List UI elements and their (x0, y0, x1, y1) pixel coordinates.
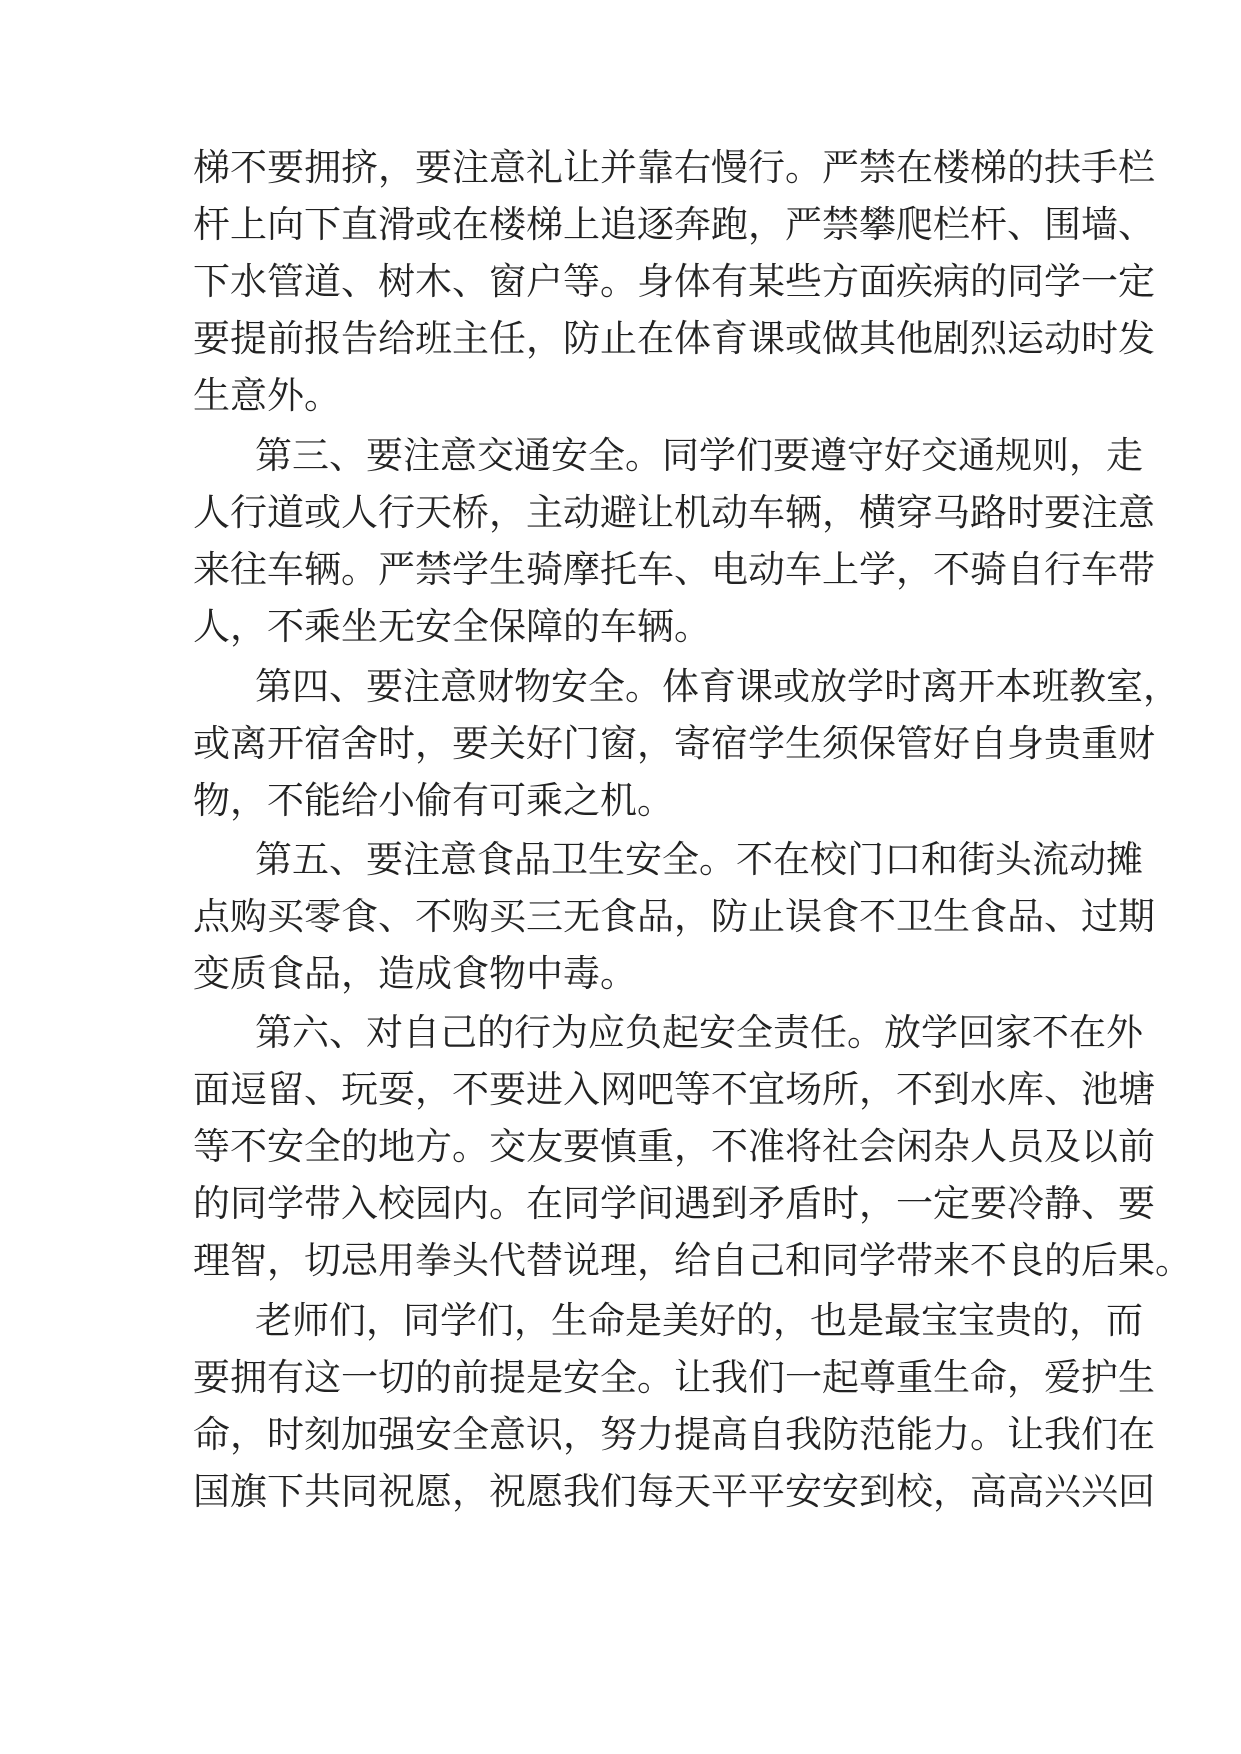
text-line: 点购买零食、不购买三无食品，防止误食不卫生食品、过期 (193, 895, 1155, 938)
text-line: 等不安全的地方。交友要慎重，不准将社会闲杂人员及以前 (193, 1125, 1155, 1168)
text-line: 梯不要拥挤，要注意礼让并靠右慢行。严禁在楼梯的扶手栏 (193, 146, 1155, 189)
paragraph-first-line: 第四、要注意财物安全。体育课或放学时离开本班教室， (255, 665, 1180, 708)
paragraph-first-line: 老师们，同学们，生命是美好的，也是最宝宝贵的，而 (255, 1299, 1143, 1342)
text-line: 变质食品，造成食物中毒。 (193, 952, 637, 995)
text-line: 人，不乘坐无安全保障的车辆。 (193, 605, 711, 648)
text-line: 命，时刻加强安全意识，努力提高自我防范能力。让我们在 (193, 1413, 1155, 1456)
text-line: 生意外。 (193, 374, 341, 417)
text-line: 要拥有这一切的前提是安全。让我们一起尊重生命，爱护生 (193, 1356, 1155, 1399)
paragraph-first-line: 第六、对自己的行为应负起安全责任。放学回家不在外 (255, 1011, 1143, 1054)
text-line: 来往车辆。严禁学生骑摩托车、电动车上学，不骑自行车带 (193, 548, 1155, 591)
paragraph-first-line: 第五、要注意食品卫生安全。不在校门口和街头流动摊 (255, 838, 1143, 881)
text-line: 理智，切忌用拳头代替说理，给自己和同学带来不良的后果。 (193, 1239, 1192, 1282)
text-line: 要提前报告给班主任，防止在体育课或做其他剧烈运动时发 (193, 317, 1155, 360)
text-line: 面逗留、玩耍，不要进入网吧等不宜场所，不到水库、池塘 (193, 1068, 1155, 1111)
text-line: 国旗下共同祝愿，祝愿我们每天平平安安到校，高高兴兴回 (193, 1470, 1155, 1513)
text-line: 的同学带入校园内。在同学间遇到矛盾时，一定要冷静、要 (193, 1182, 1155, 1225)
paragraph-first-line: 第三、要注意交通安全。同学们要遵守好交通规则，走 (255, 434, 1143, 477)
text-line: 人行道或人行天桥，主动避让机动车辆，横穿马路时要注意 (193, 491, 1155, 534)
text-line: 下水管道、树木、窗户等。身体有某些方面疾病的同学一定 (193, 260, 1155, 303)
text-line: 物，不能给小偷有可乘之机。 (193, 779, 674, 822)
text-line: 或离开宿舍时，要关好门窗，寄宿学生须保管好自身贵重财 (193, 722, 1155, 765)
text-line: 杆上向下直滑或在楼梯上追逐奔跑，严禁攀爬栏杆、围墙、 (193, 203, 1155, 246)
